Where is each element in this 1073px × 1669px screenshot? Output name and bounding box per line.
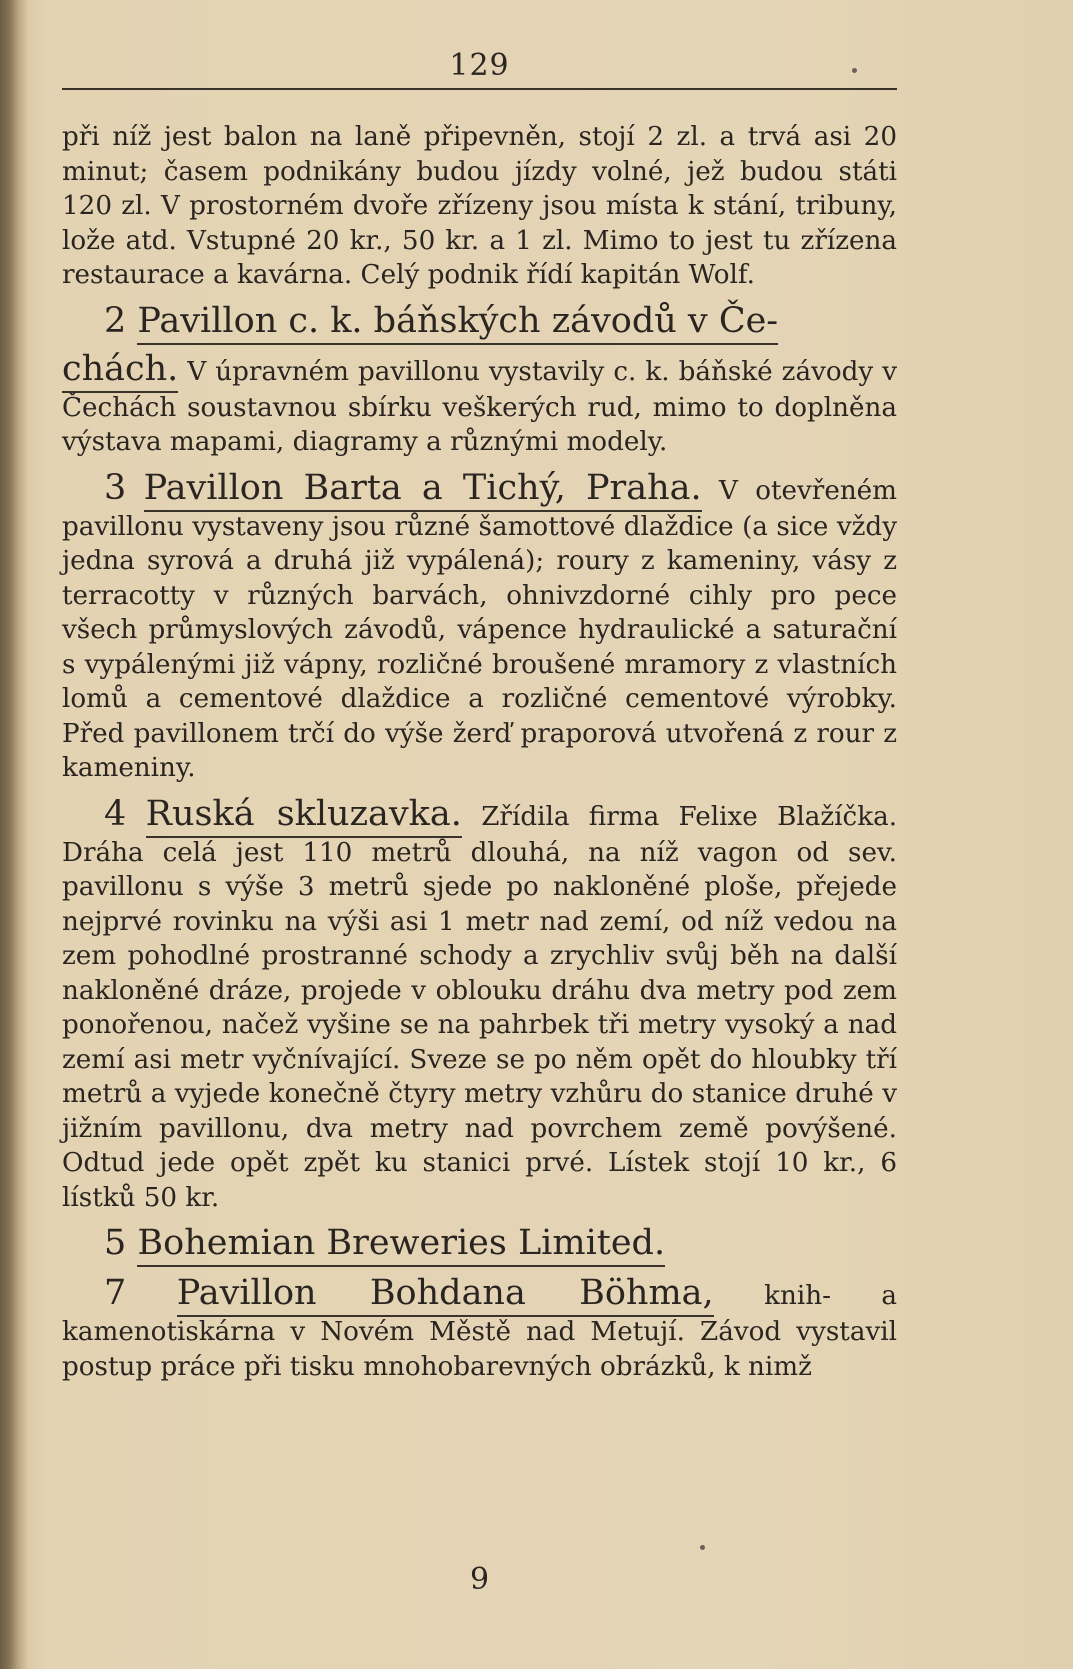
entry-3 (62, 466, 897, 786)
entry-7 (62, 1271, 897, 1384)
entry-5-title: Bohemian Breweries Limited. (137, 1223, 665, 1267)
entry-5 (62, 1221, 897, 1265)
entry-7-title: Pavillon Bohdana Böhma, (177, 1273, 714, 1317)
intro-paragraph: při níž jest balon na laně připevněn, stojí 2 zl. a trvá asi 20 minut; časem podnikány budou jízdy volné, jež budou státi 120 zl. V prostorném dvoře zřízeny jsou místa k stání, tribuny, lože atd. Vstupné 20 kr., 50 kr. a 1 zl. Mimo to jest tu zřízena restaurace a kavárna. Celý podnik řídí kapitán Wolf. (62, 122, 897, 290)
signature-mark: 9 (469, 1562, 490, 1597)
header-rule (62, 88, 897, 90)
entry-4 (62, 792, 897, 1216)
entry-2-heading (62, 299, 897, 343)
entry-2-text: V úpravném pavillonu vystavily c. k. báňské závody v Čechách soustavnou sbírku veškerých rud, mimo to doplněna výstava mapami, diagramy a různými modely. (62, 356, 898, 457)
entry-7-body (62, 1271, 897, 1384)
entry-4-title: Ruská skluzavka. (146, 794, 462, 838)
speck (700, 1545, 705, 1550)
entry-7-number: 7 (104, 1273, 127, 1313)
page-number: 129 (449, 48, 510, 83)
entry-3-number: 3 (104, 467, 127, 508)
entry-2 (62, 299, 897, 460)
entry-3-body (62, 466, 897, 786)
entry-5-heading (62, 1221, 897, 1265)
entry-3-text: V otevřeném pavillonu vystaveny jsou různé šamottové dlaždice (a sice vždy jedna syrová a druhá již vypálená); roury z kameniny, vásy z terracotty v různých barvách, ohnivzdorné cihly pro pece všech průmyslových závodů, vápence hydraulické a saturační s vypálenými již vápny, rozličné broušené mramory z vlastních lomů a cementové dlaždice a rozličné cementové výrobky. Před pavillonem trčí do výše žerď praporová utvořená z rour z kameniny. (62, 475, 898, 783)
entry-4-text: Zřídila firma Felixe Blažíčka. Dráha celá jest 110 metrů dlouhá, na níž vagon od sev. pavillonu s výše 3 metrů sjede po nakloněné ploše, přejede nejprvé rovinku na výši asi 1 metr nad zemí, od níž vedou na zem pohodlné prostranné schody a zrychliv svůj běh na další nakloněné dráze, projede v oblouku dráhu dva metry pod zem ponořenou, načež vyšine se na pahrbek tři metry vysoký a nad zemí asi metr vyčnívající. Sveze se po něm opět do hloubky tří metrů a vyjede konečně čtyry metry vzhůru do stanice druhé v jižním pavillonu, dva metry nad povrchem země povýšené. Odtud jede opět zpět ku stanici prvé. Lístek stojí 10 kr., 6 lístků 50 kr. (62, 801, 898, 1213)
entry-7-text: knih- a kamenotiskárna v Novém Městě nad Metují. Závod vystavil postup práce při tisku mnohobarevných obrázků, k nimž (62, 1281, 897, 1382)
entry-2-title-line2: chách. (62, 349, 178, 393)
book-page (62, 48, 898, 1597)
entry-4-number: 4 (104, 793, 127, 834)
entry-2-number: 2 (104, 300, 127, 341)
entry-2-title-line1: Pavillon c. k. báňských závodů v Če- (137, 301, 778, 345)
entry-2-body (62, 347, 897, 460)
entry-5-number: 5 (104, 1223, 127, 1263)
entry-4-body (62, 792, 897, 1216)
entry-3-title: Pavillon Barta a Tichý, Praha. (144, 468, 702, 512)
